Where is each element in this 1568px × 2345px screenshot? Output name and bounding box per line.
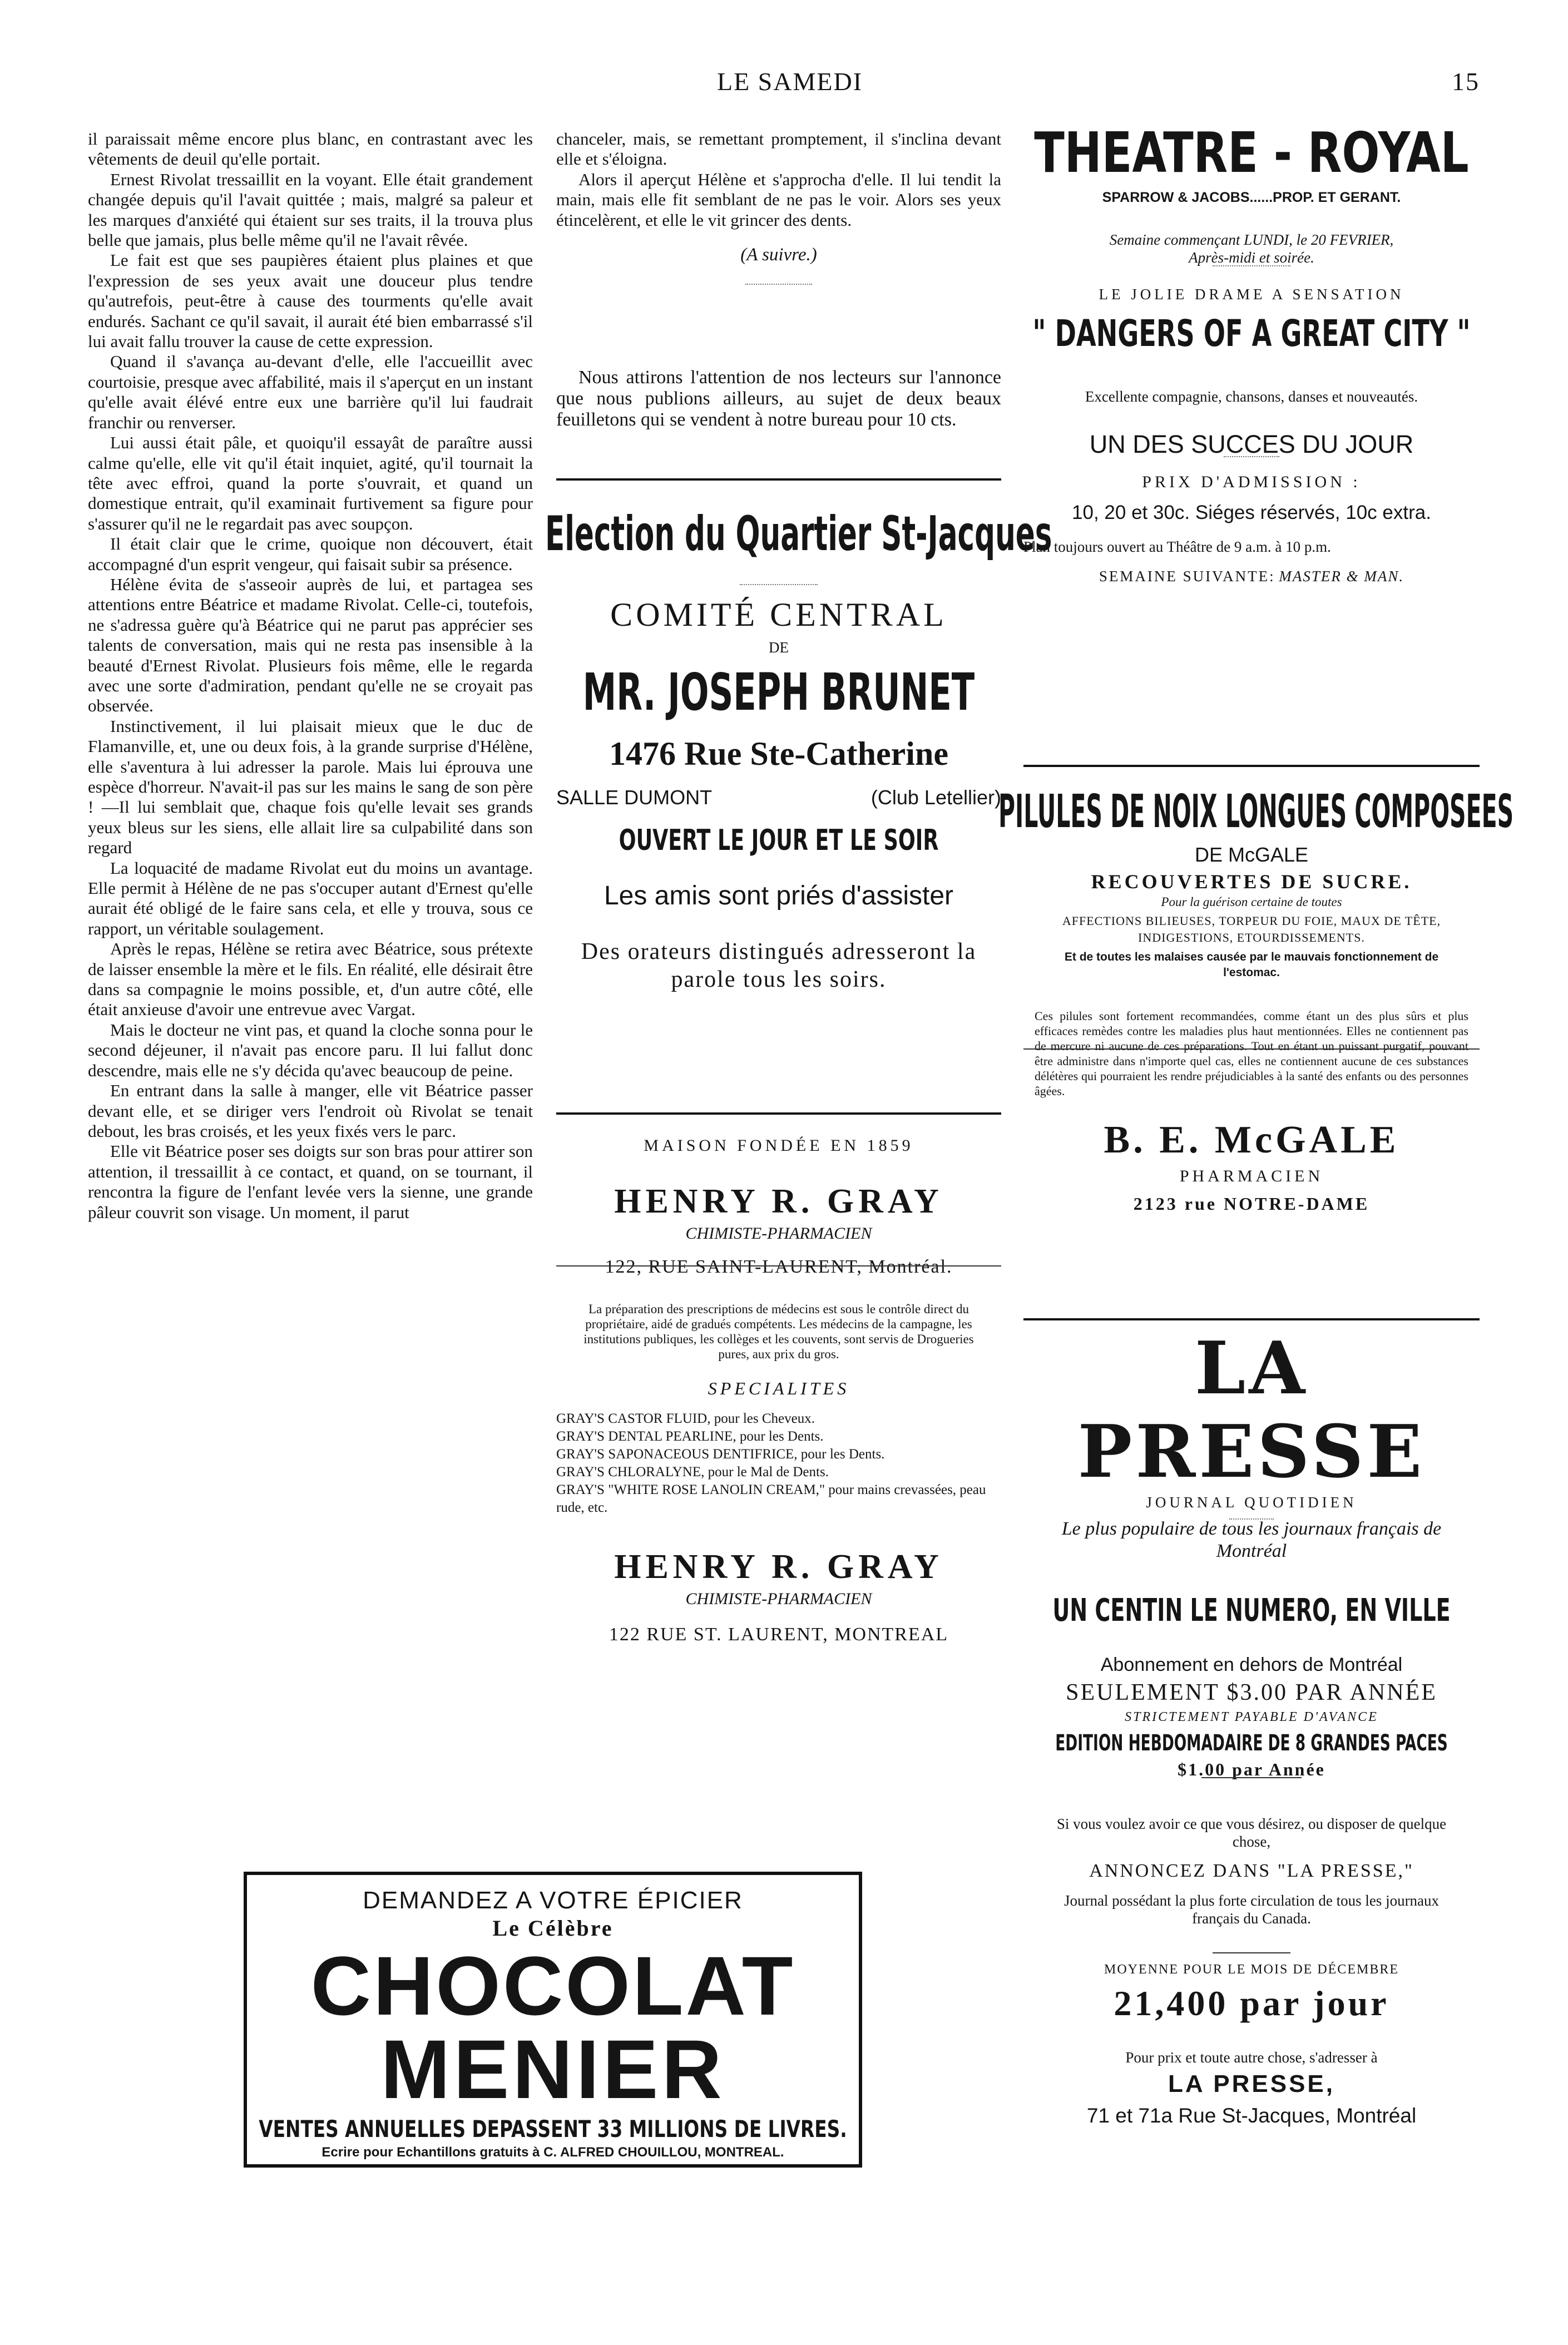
de-label: DE: [769, 639, 789, 656]
list-item: GRAY'S DENTAL PEARLINE, pour les Dents.: [556, 1429, 824, 1444]
story-paragraph: La loquacité de madame Rivolat eut du moins un avantage. Elle permit à Hélène de ne pas s'occuper autant d'Ernest qu'elle aurait été obligé de le faire sans cela, et elle y trouva, sous ce rapport, un véritable soulagement.: [88, 858, 533, 938]
divider: [1213, 1952, 1290, 1953]
gray-address-2: 122 RUE ST. LAURENT, MONTREAL: [609, 1624, 949, 1645]
presse-si-vous: Si vous voulez avoir ce que vous désirez, ou disposer de quelque chose,: [1056, 1815, 1447, 1850]
friends-line: Les amis sont priés d'assister: [604, 881, 954, 911]
pilules-ad: [998, 781, 1514, 1218]
story-paragraph: Mais le docteur ne vint pas, et quand la cloche sonna pour le second déjeuner, il n'avait pas encore paru. Il lui fallut donc descendre, mais elle ne s'y décida qu'avec beaucoup de peine.: [88, 1020, 533, 1080]
mcgale-firm: B. E. McGALE: [1104, 1119, 1399, 1161]
story-paragraph: chanceler, mais, se remettant promptement, il s'inclina devant elle et s'éloigna.: [556, 129, 1001, 169]
salle-name: SALLE DUMONT: [556, 786, 713, 809]
story-column-1: [88, 129, 533, 1223]
presse-name: LA PRESSE,: [1168, 2070, 1335, 2097]
mcgale-role: PHARMACIEN: [1179, 1167, 1324, 1185]
candidate-address: 1476 Rue Ste-Catherine: [609, 735, 948, 772]
list-item: GRAY'S SAPONACEOUS DENTIFRICE, pour les Dents.: [556, 1447, 885, 1462]
story-paragraph: Lui aussi était pâle, et quoiqu'il essayât de paraître aussi calme qu'elle, elle vit qu'il était inquiet, agité, qu'il tournait la tête avec effroi, quand la porte s'ouvrait, et quand un domestique entrait, qu'il examinait furtivement sa figure pour s'assurer qu'il ne le regardait pas avec soupçon.: [88, 433, 533, 533]
presse-circulation: Journal possédant la plus forte circulation de tous les journaux français du Canada.: [1064, 1892, 1440, 1927]
candidate-name: MR. JOSEPH BRUNET: [582, 662, 975, 722]
presse-moyenne: MOYENNE POUR LE MOIS DE DÉCEMBRE: [1104, 1962, 1399, 1977]
list-item: GRAY'S CASTOR FLUID, pour les Cheveux.: [556, 1411, 815, 1426]
pilules-body: Ces pilules sont fortement recommandées, comme étant un des plus sûrs et plus efficaces remèdes contre les maladies plus haut mentionnées. Elles ne contiennent pas de mercure ni aucune de ces préparations. Tout en étant un puissant purgatif, pouvant être administre dans n'importe quel cas, elles ne contiennent aucune de ces substances délétères qui pourraient les rendre préjudiciables à la santé des enfants ou des personnes âgées.: [1035, 1009, 1468, 1098]
theatre-prices: 10, 20 et 30c. Siéges réservés, 10c extra.: [1072, 502, 1431, 523]
presse-seulement: SEULEMENT $3.00 PAR ANNÉE: [1066, 1680, 1437, 1705]
story-paragraph: Hélène évita de s'asseoir auprès de lui, et partagea ses attentions entre Béatrice et madame Rivolat. Celle-ci, toutefois, ne s'adressa guère qu'à Béatrice qui ne parut pas apprécier ses talents de conversation, mais qui ne resta pas insensible à la beauté d'Ernest Rivolat. Plusieurs fois même, elle le regarda avec une sorte d'admiration, pendant qu'elle ne se croyait pas observée.: [88, 574, 533, 716]
divider: [745, 284, 812, 285]
divider: [1229, 1518, 1274, 1520]
theatre-times: Après-midi et soirée.: [1189, 249, 1314, 266]
reader-notice: [556, 367, 1001, 431]
story-paragraph: En entrant dans la salle à manger, elle vit Béatrice passer devant elle, et se diriger vers l'endroit où Rivolat se tenait debout, les bras croisés, et les yeux fixés vers le parc.: [88, 1081, 533, 1141]
gray-address: 122, RUE SAINT-LAURENT, Montréal.: [605, 1256, 953, 1277]
story-paragraph: Instinctivement, il lui plaisait mieux que le duc de Flamanville, et, une ou deux fois, à la grande surprise d'Hélène, elle s'aventura à lui adresser la parole. Mais lui éprouva une espèce d'horreur. N'avait-il pas sur les mains le sang de son père ! —Il lui semblait que, chaque fois qu'elle levait ses grands yeux bleus sur les siens, elle allait lire sa culpabilité dans son regard: [88, 716, 533, 858]
divider: [556, 478, 1001, 481]
list-item: GRAY'S CHLORALYNE, pour le Mal de Dents.: [556, 1465, 829, 1480]
divider: [1023, 1318, 1480, 1320]
presse-abonnement: Abonnement en dehors de Montréal: [1100, 1654, 1403, 1675]
pilules-malaises: Et de toutes les malaises causée par le mauvais fonctionnement de l'estomac.: [1064, 951, 1439, 979]
chocolat-celebre: Le Célèbre: [492, 1916, 614, 1941]
story-paragraph: il paraissait même encore plus blanc, en contrastant avec les vêtements de deuil qu'elle portait.: [88, 129, 533, 169]
founded-line: MAISON FONDÉE EN 1859: [644, 1136, 914, 1155]
divider: [1224, 456, 1279, 457]
divider: [1213, 265, 1290, 266]
theatre-ad: [1023, 120, 1480, 585]
story-column-2: [556, 129, 1001, 230]
hours: OUVERT LE JOUR ET LE SOIR: [619, 824, 939, 857]
orators-line: Des orateurs distingués adresseront la parole tous les soirs.: [581, 939, 977, 992]
gray-body: La préparation des prescriptions de médecins est sous le contrôle direct du propriétaire, aidé de gradués compétents. Les médecins de la campagne, les institutions publiques, les collèges et les couvents, sont servis de Drogueries pures, aux prix du gros.: [583, 1302, 974, 1361]
theatre-week: Semaine commençant LUNDI, le 20 FEVRIER,: [1109, 231, 1394, 248]
pilules-ailments: AFFECTIONS BILIEUSES, TORPEUR DU FOIE, MAUX DE TÊTE, INDIGESTIONS, ETOURDISSEMENTS.: [1062, 914, 1441, 944]
pilules-title: PILULES DE NOIX LONGUES COMPOSEES: [998, 785, 1514, 838]
divider: [1023, 1048, 1480, 1050]
list-item: GRAY'S "WHITE ROSE LANOLIN CREAM," pour mains crevassées, peau rude, etc.: [556, 1482, 986, 1515]
theatre-company: Excellente compagnie, chansons, danses et nouveautés.: [1085, 388, 1418, 405]
to-be-continued: (A suivre.): [740, 245, 817, 265]
presse-centin: UN CENTIN LE NUMERO, EN VILLE: [1052, 1592, 1451, 1629]
gray-name-2: HENRY R. GRAY: [614, 1548, 943, 1586]
chocolat-brand: CHOCOLAT: [310, 1939, 795, 2032]
story-paragraph: Après le repas, Hélène se retira avec Béatrice, sous prétexte de laisser ensemble la mère et le fils. En réalité, elle désirait être dans sa compagnie le moins possible, et, d'un autre côté, elle était anxieuse d'avoir une entrevue avec Vargat.: [88, 939, 533, 1020]
chocolat-ecrire: Ecrire pour Echantillons gratuits à C. ALFRED CHOUILLOU, MONTREAL.: [321, 2145, 784, 2160]
election-title: Election du Quartier St-Jacques: [545, 506, 1052, 562]
next-week-label: SEMAINE SUIVANTE:: [1099, 568, 1275, 585]
presse-address: 71 et 71a Rue St-Jacques, Montréal: [1086, 2104, 1417, 2127]
specialites-list: [556, 1410, 1001, 1517]
menier-brand: MENIER: [380, 2022, 725, 2116]
presse-edition: EDITION HEBDOMADAIRE DE 8 GRANDES PACES: [1055, 1730, 1448, 1756]
theatre-drama: LE JOLIE DRAME A SENSATION: [1099, 286, 1404, 303]
story-paragraph: Alors il aperçut Hélène et s'approcha d'elle. Il lui tendit la main, mais elle fit semblant de ne pas le voir. Alors ses yeux étincelèrent, et elle le vit grincer des dents.: [556, 169, 1001, 230]
specialites-title: SPECIALITES: [708, 1378, 850, 1398]
presse-annoncez: ANNONCEZ DANS "LA PRESSE,": [1089, 1861, 1414, 1881]
divider: [740, 584, 818, 585]
next-week-show: MASTER & MAN.: [1279, 568, 1404, 585]
presse-edition-price: $1.00 par Année: [1178, 1759, 1325, 1779]
presse-figure: 21,400 par jour: [1114, 1983, 1389, 2023]
divider: [556, 1112, 1001, 1115]
theatre-title: THEATRE - ROYAL: [1034, 120, 1469, 185]
theatre-success: UN DES SUCCES DU JOUR: [1089, 430, 1414, 458]
gray-role: CHIMISTE-PHARMACIEN: [685, 1224, 872, 1243]
story-paragraph: Quand il s'avança au-devant d'elle, elle l'accueillit avec courtoisie, presque avec affabilité, mais il s'aperçut en un instant qu'elle avait élévé entre eux une barrière qu'il lui faudrait franchir ou renverser.: [88, 352, 533, 432]
presse-journal: JOURNAL QUOTIDIEN: [1146, 1494, 1357, 1511]
page-title: LE SAMEDI: [716, 67, 863, 96]
pilules-cure: Pour la guérison certaine de toutes: [1161, 895, 1342, 909]
chocolat-demandez: DEMANDEZ A VOTRE ÉPICIER: [363, 1887, 743, 1914]
divider: [556, 1265, 1001, 1267]
divider: [1201, 1777, 1302, 1778]
comite-central: COMITÉ CENTRAL: [610, 596, 947, 633]
gray-role-2: CHIMISTE-PHARMACIEN: [685, 1590, 872, 1608]
theatre-prix: PRIX D'ADMISSION :: [1142, 473, 1361, 491]
theatre-play: " DANGERS OF A GREAT CITY ": [1032, 312, 1471, 355]
gray-name: HENRY R. GRAY: [614, 1183, 943, 1220]
presse-tagline: Le plus populaire de tous les journaux français de Montréal: [1061, 1518, 1442, 1561]
chocolat-ad: [244, 1872, 862, 2168]
club-name: (Club Letellier): [870, 786, 1001, 809]
election-ad: [545, 501, 1052, 993]
pilules-de: DE McGALE: [1194, 843, 1309, 866]
page-number: 15: [1452, 67, 1480, 96]
theatre-plan: Plan toujours ouvert au Théâtre de 9 a.m. à 10 p.m.: [1023, 538, 1331, 555]
divider: [1023, 765, 1480, 767]
presse-ad: [1023, 1327, 1480, 2130]
gray-ad: [556, 1135, 1001, 1647]
story-paragraph: Elle vit Béatrice poser ses doigts sur son bras pour attirer son attention, il tressaillit à ce contact, et quand, on se tournant, il rencontra la figure de l'enfant levée vers la sienne, une grande pâleur couvrit son visage. Un moment, il parut: [88, 1141, 533, 1222]
notice-text: Nous attirons l'attention de nos lecteurs sur l'annonce que nous publions ailleurs, au sujet de deux beaux feuilletons qui se vendent à notre bureau pour 10 cts.: [556, 367, 1001, 430]
story-paragraph: Il était clair que le crime, quoique non découvert, était accompagné d'un esprit vengeur, qui faisait subir sa présence.: [88, 534, 533, 574]
presse-strictement: STRICTEMENT PAYABLE D'AVANCE: [1125, 1710, 1378, 1724]
presse-title: LA PRESSE: [1077, 1325, 1426, 1494]
mcgale-address: 2123 rue NOTRE-DAME: [1133, 1194, 1370, 1214]
story-paragraph: Le fait est que ses paupières étaient plus plaines et que l'expression de ses yeux avait une douceur plus tendre qu'autrefois, peut-être à cause des tourments qu'elle avait endurés. Sachant ce qu'il savait, il aurait été bien embarrassé s'il lui avait fallu trouver la cause de cette expression.: [88, 250, 533, 352]
chocolat-ventes: VENTES ANNUELLES DEPASSENT 33 MILLIONS DE LIVRES.: [259, 2115, 847, 2143]
pilules-recouvertes: RECOUVERTES DE SUCRE.: [1091, 870, 1412, 893]
story-paragraph: Ernest Rivolat tressaillit en la voyant. Elle était grandement changée depuis qu'il l'avait quittée ; mais, malgré sa paleur et les marques d'anxiété qui étaient sur ses traits, il la trouva plus belle que jamais, plus belle même qu'il ne l'avait rêvée.: [88, 169, 533, 250]
presse-pour-prix: Pour prix et toute autre chose, s'adresser à: [1125, 2049, 1378, 2066]
theatre-owners: SPARROW & JACOBS......PROP. ET GERANT.: [1102, 190, 1401, 205]
